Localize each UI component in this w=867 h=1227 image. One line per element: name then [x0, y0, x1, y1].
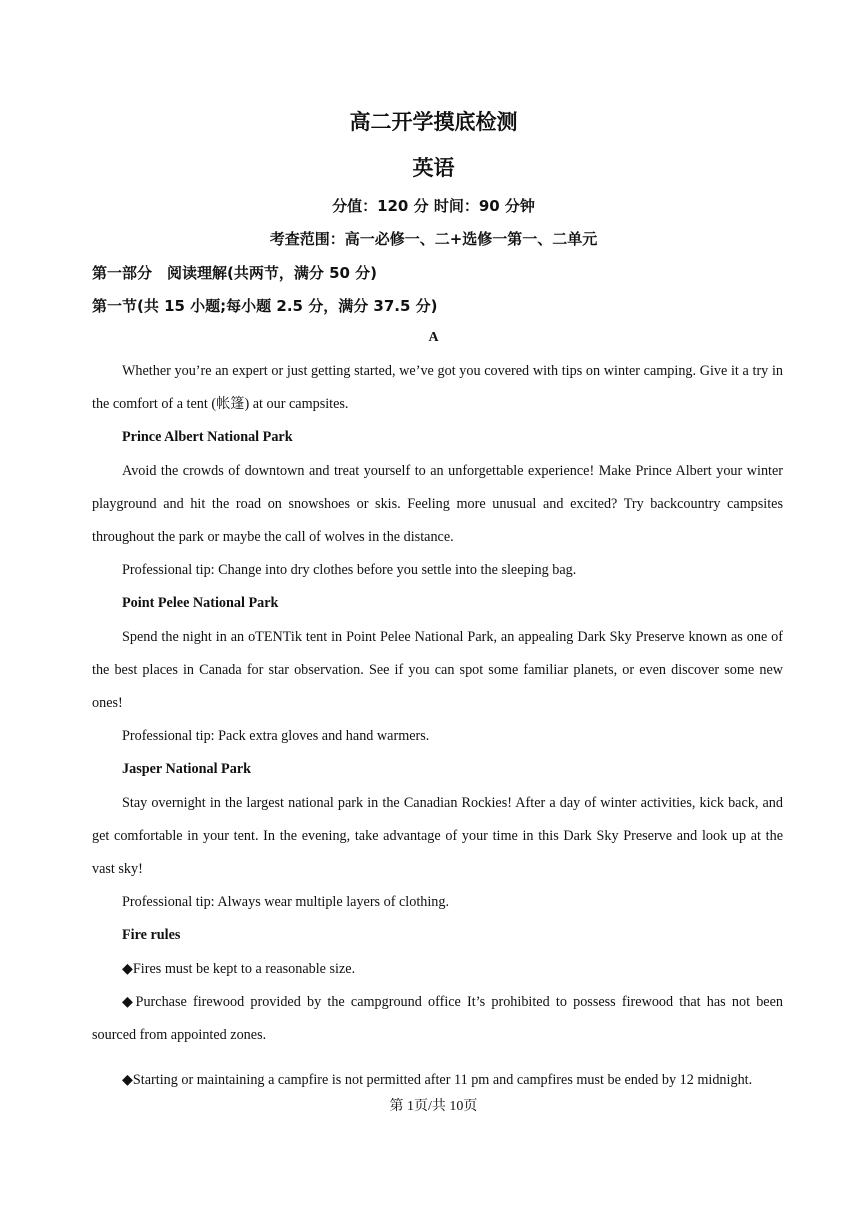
park-tip: Professional tip: Always wear multiple layers of clothing. [122, 894, 450, 911]
passage-letter: A [428, 330, 439, 345]
part-heading: 第一部分 阅读理解(共两节，满分 50 分) [92, 264, 378, 282]
park-text: Avoid the crowds of downtown and treat yourself to an unforgettable experience! Make Prince Albert your winter playground and hit the road on snowshoes or skis. Feeling more unusual and excited? Try backcountry campsites throughout the park or maybe the call of wolves in the distance. [92, 462, 783, 546]
park-tip: Professional tip: Change into dry clothes before you settle into the sleeping bag. [122, 562, 577, 579]
park-name: Point Pelee National Park [122, 595, 279, 612]
park-name: Jasper National Park [122, 761, 252, 778]
fire-rule-item: ◆Purchase firewood provided by the campground office It’s prohibited to possess firewood that has not been sourced from appointed zones. [92, 993, 783, 1044]
fire-rules-heading: Fire rules [122, 927, 181, 944]
park-text: Stay overnight in the largest national park in the Canadian Rockies! After a day of winter activities, kick back, and get comfortable in your tent. In the evening, take advantage of your time in this Dark Sky Preserve and look up at the vast sky! [92, 794, 783, 878]
fire-rule-item: ◆Starting or maintaining a campfire is not permitted after 11 pm and campfires must be ended by 12 midnight. [122, 1072, 753, 1089]
park-text: Spend the night in an oTENTik tent in Point Pelee National Park, an appealing Dark Sky Preserve known as one of the best places in Canada for star observation. See if you can spot some familiar planets, or even discover some new ones! [92, 628, 783, 712]
passage-intro: Whether you’re an expert or just getting started, we’ve got you covered with tips on winter camping. Give it a try in the comfort of a tent (帐篷) at our campsites. [92, 363, 783, 413]
park-tip: Professional tip: Pack extra gloves and hand warmers. [122, 728, 430, 745]
exam-title: 高二开学摸底检测 [349, 110, 518, 134]
fire-rule-item: ◆Fires must be kept to a reasonable size. [122, 960, 356, 977]
passage-body [92, 355, 783, 1097]
park-name: Prince Albert National Park [122, 429, 293, 446]
page-footer: 第 1页/共 10页 [389, 1099, 478, 1114]
exam-subject: 英语 [412, 156, 455, 180]
section-heading: 第一节(共 15 小题;每小题 2.5 分，满分 37.5 分) [92, 297, 438, 315]
exam-meta: 分值：120 分 时间：90 分钟 [332, 197, 535, 215]
exam-scope: 考查范围：高一必修一、二+选修一第一、二单元 [269, 230, 598, 248]
